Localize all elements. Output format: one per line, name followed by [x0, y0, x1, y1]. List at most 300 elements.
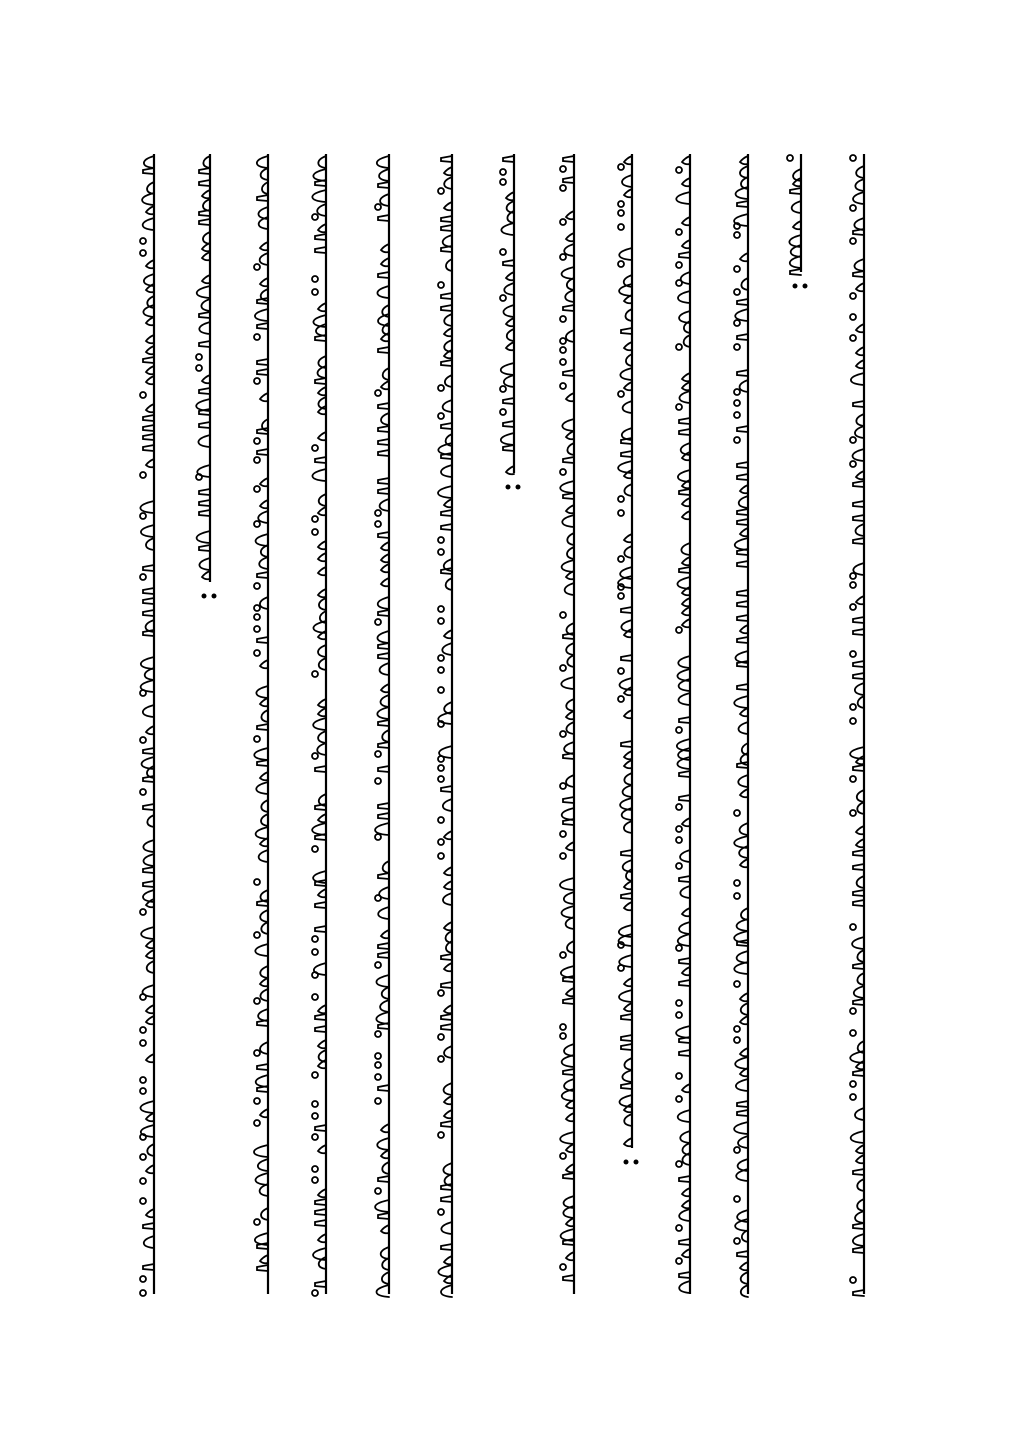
- glyph-stroke: [376, 975, 389, 987]
- glyph-stroke: [566, 571, 574, 579]
- glyph-stroke: [618, 576, 632, 588]
- glyph-stroke: [377, 286, 389, 298]
- glyph-stroke: [735, 1057, 748, 1069]
- glyph-stroke: [740, 625, 748, 633]
- glyph-stroke: [312, 1134, 318, 1140]
- glyph-stroke: [855, 179, 864, 191]
- glyph-stroke: [850, 437, 856, 443]
- glyph-stroke: [438, 606, 444, 612]
- glyph-stroke: [737, 684, 748, 690]
- glyph-stroke: [143, 985, 154, 997]
- glyph-stroke: [682, 908, 690, 916]
- glyph-stroke: [438, 1034, 444, 1040]
- glyph-stroke: [506, 192, 514, 200]
- glyph-stroke: [199, 168, 210, 174]
- glyph-stroke: [564, 742, 574, 754]
- glyph-stroke: [790, 256, 801, 268]
- glyph-stroke: [563, 1069, 574, 1075]
- glyph-stroke: [624, 534, 632, 542]
- glyph-stroke: [443, 235, 452, 247]
- glyph-stroke: [500, 179, 506, 185]
- glyph-stroke: [624, 760, 632, 768]
- glyph-stroke: [438, 655, 444, 661]
- glyph-stroke: [676, 804, 682, 810]
- glyph-stroke: [146, 335, 154, 343]
- glyph-stroke: [312, 994, 318, 1000]
- glyph-stroke: [199, 409, 210, 415]
- glyph-stroke: [443, 799, 452, 811]
- glyph-stroke: [143, 565, 154, 571]
- glyph-stroke: [260, 910, 268, 922]
- glyph-stroke: [624, 821, 632, 833]
- glyph-stroke: [140, 574, 146, 580]
- glyph-stroke: [682, 619, 690, 627]
- glyph-stroke: [740, 1068, 748, 1076]
- glyph-stroke: [315, 1209, 326, 1215]
- glyph-stroke: [735, 538, 748, 550]
- glyph-stroke: [257, 637, 268, 643]
- glyph-stroke: [318, 1040, 326, 1048]
- glyph-stroke: [682, 607, 690, 615]
- glyph-stroke: [378, 1213, 389, 1219]
- glyph-stroke: [856, 826, 864, 834]
- glyph-stroke: [254, 748, 268, 760]
- glyph-stroke: [146, 950, 154, 958]
- glyph-stroke: [734, 266, 740, 272]
- glyph-stroke: [682, 557, 690, 565]
- glyph-stroke: [624, 902, 632, 910]
- glyph-stroke: [146, 366, 154, 374]
- glyph-stroke: [315, 1014, 326, 1020]
- glyph-stroke: [679, 922, 690, 934]
- mongolian-line-8: [426, 150, 466, 1300]
- glyph-stroke: [679, 876, 690, 882]
- glyph-stroke: [375, 619, 381, 625]
- glyph-stroke: [618, 593, 624, 599]
- glyph-stroke: [682, 498, 690, 506]
- glyph-stroke: [566, 711, 574, 719]
- glyph-stroke: [566, 988, 574, 996]
- glyph-stroke: [201, 299, 210, 311]
- glyph-stroke: [146, 346, 154, 354]
- glyph-stroke: [196, 354, 202, 360]
- glyph-stroke: [378, 720, 389, 726]
- glyph-stroke: [143, 881, 154, 887]
- glyph-stroke: [378, 272, 389, 278]
- glyph-stroke: [143, 598, 154, 604]
- glyph-stroke: [734, 232, 740, 238]
- glyph-stroke: [441, 293, 452, 299]
- glyph-stroke: [681, 543, 690, 555]
- glyph-stroke: [143, 610, 154, 616]
- text-column-2: [775, 150, 815, 1300]
- glyph-stroke: [506, 318, 514, 326]
- glyph-stroke: [679, 567, 690, 573]
- glyph-stroke: [566, 393, 574, 401]
- glyph-stroke: [622, 175, 632, 187]
- glyph-stroke: [254, 1050, 260, 1056]
- glyph-stroke: [202, 275, 210, 283]
- glyph-stroke: [850, 314, 856, 320]
- glyph-stroke: [441, 216, 452, 222]
- mongolian-line-2: [775, 150, 815, 1300]
- glyph-stroke: [261, 168, 268, 180]
- glyph-stroke: [506, 466, 514, 474]
- glyph-stroke: [850, 1081, 856, 1087]
- glyph-stroke: [679, 1050, 690, 1056]
- glyph-stroke: [563, 1275, 574, 1281]
- glyph-stroke: [738, 775, 748, 787]
- glyph-stroke: [378, 403, 389, 409]
- glyph-stroke: [199, 322, 210, 334]
- glyph-stroke: [199, 510, 210, 516]
- glyph-stroke: [380, 1000, 389, 1012]
- glyph-stroke: [376, 1285, 389, 1297]
- glyph-stroke: [196, 365, 202, 371]
- glyph-stroke: [620, 368, 632, 380]
- glyph-stroke: [678, 693, 690, 705]
- glyph-stroke: [444, 1046, 452, 1058]
- glyph-stroke: [254, 626, 260, 632]
- glyph-stroke: [254, 1120, 260, 1126]
- glyph-stroke: [257, 1086, 268, 1092]
- glyph-stroke: [144, 1236, 154, 1248]
- glyph-stroke: [852, 937, 864, 949]
- glyph-stroke: [381, 1150, 389, 1158]
- glyph-stroke: [566, 1100, 574, 1108]
- glyph-stroke: [375, 1200, 389, 1212]
- glyph-stroke: [312, 1177, 318, 1183]
- glyph-stroke: [739, 496, 748, 508]
- glyph-stroke: [737, 615, 748, 621]
- glyph-stroke: [260, 278, 268, 286]
- glyph-stroke: [444, 963, 452, 971]
- glyph-stroke: [737, 951, 748, 963]
- glyph-stroke: [146, 206, 154, 214]
- glyph-stroke: [378, 803, 389, 809]
- glyph-stroke: [315, 804, 326, 810]
- glyph-stroke: [444, 1110, 452, 1118]
- glyph-stroke: [199, 341, 210, 347]
- glyph-stroke: [850, 810, 856, 816]
- glyph-stroke: [257, 724, 268, 730]
- glyph-stroke: [618, 556, 624, 562]
- glyph-stroke: [856, 283, 864, 291]
- glyph-stroke: [318, 1189, 326, 1197]
- mongolian-line-10: [300, 150, 340, 1300]
- glyph-stroke: [312, 846, 318, 852]
- glyph-stroke: [563, 305, 574, 311]
- glyph-stroke: [504, 375, 514, 387]
- glyph-stroke: [318, 303, 326, 311]
- glyph-stroke: [202, 375, 210, 383]
- glyph-stroke: [679, 429, 690, 435]
- glyph-stroke: [256, 1075, 268, 1087]
- glyph-stroke: [312, 1113, 318, 1119]
- glyph-stroke: [500, 169, 506, 175]
- glyph-stroke: [621, 741, 632, 747]
- glyph-stroke: [140, 1027, 146, 1033]
- glyph-stroke: [378, 215, 389, 221]
- glyph-stroke: [737, 1101, 748, 1107]
- text-column-10: [300, 150, 340, 1300]
- glyph-stroke: [257, 156, 268, 168]
- glyph-stroke: [381, 1247, 389, 1259]
- glyph-stroke: [144, 156, 154, 168]
- glyph-stroke: [560, 878, 574, 890]
- glyph-stroke: [853, 617, 864, 623]
- glyph-stroke: [202, 190, 210, 198]
- glyph-stroke: [254, 1098, 260, 1104]
- glyph-stroke: [850, 238, 856, 244]
- glyph-stroke: [856, 1145, 864, 1153]
- glyph-stroke: [682, 240, 690, 248]
- glyph-stroke: [618, 164, 624, 170]
- glyph-stroke: [563, 457, 574, 463]
- glyph-stroke: [444, 1083, 452, 1095]
- glyph-stroke: [254, 438, 260, 444]
- text-column-8: [426, 150, 466, 1300]
- glyph-stroke: [740, 380, 748, 392]
- glyph-stroke: [856, 524, 864, 536]
- glyph-stroke: [677, 757, 690, 769]
- glyph-stroke: [563, 976, 574, 982]
- glyph-stroke: [566, 1164, 574, 1172]
- glyph-stroke: [378, 478, 389, 484]
- glyph-stroke: [734, 1147, 740, 1153]
- glyph-stroke: [740, 1016, 748, 1024]
- glyph-stroke: [790, 188, 801, 194]
- glyph-stroke: [504, 283, 514, 295]
- glyph-stroke: [680, 1131, 690, 1143]
- glyph-stroke: [375, 962, 381, 968]
- punctuation-mark: [516, 485, 521, 490]
- glyph-stroke: [315, 457, 326, 463]
- glyph-stroke: [618, 201, 624, 207]
- glyph-stroke: [561, 677, 574, 689]
- glyph-stroke: [254, 334, 260, 340]
- glyph-stroke: [441, 1222, 452, 1234]
- glyph-stroke: [560, 612, 566, 618]
- glyph-stroke: [857, 876, 864, 888]
- glyph-stroke: [676, 1096, 682, 1102]
- glyph-stroke: [624, 484, 632, 496]
- glyph-stroke: [256, 827, 268, 839]
- glyph-stroke: [503, 445, 514, 451]
- glyph-stroke: [260, 966, 268, 978]
- glyph-stroke: [676, 826, 682, 832]
- glyph-stroke: [438, 756, 444, 762]
- glyph-stroke: [853, 890, 864, 896]
- glyph-stroke: [855, 1108, 864, 1120]
- glyph-stroke: [375, 521, 381, 527]
- glyph-stroke: [850, 718, 856, 724]
- glyph-stroke: [621, 1035, 632, 1041]
- glyph-stroke: [140, 994, 146, 1000]
- glyph-stroke: [853, 401, 864, 407]
- glyph-stroke: [503, 156, 514, 162]
- glyph-stroke: [199, 388, 210, 394]
- glyph-stroke: [254, 378, 260, 384]
- glyph-stroke: [315, 766, 326, 772]
- glyph-stroke: [737, 474, 748, 480]
- glyph-stroke: [621, 1014, 632, 1020]
- glyph-stroke: [378, 766, 389, 772]
- glyph-stroke: [146, 726, 154, 734]
- glyph-stroke: [438, 853, 444, 859]
- glyph-stroke: [619, 248, 632, 260]
- glyph-stroke: [377, 631, 389, 643]
- glyph-stroke: [740, 1262, 748, 1270]
- glyph-stroke: [624, 881, 632, 889]
- glyph-stroke: [140, 501, 154, 513]
- glyph-stroke: [375, 390, 381, 396]
- glyph-stroke: [856, 471, 864, 479]
- glyph-stroke: [679, 717, 690, 723]
- glyph-stroke: [318, 645, 326, 657]
- glyph-stroke: [441, 1024, 452, 1030]
- glyph-stroke: [624, 1003, 632, 1011]
- glyph-stroke: [560, 338, 566, 344]
- glyph-stroke: [560, 783, 566, 789]
- glyph-stroke: [740, 253, 748, 261]
- glyph-stroke: [441, 246, 452, 252]
- glyph-stroke: [140, 1198, 146, 1204]
- glyph-stroke: [438, 618, 444, 624]
- glyph-stroke: [143, 168, 154, 174]
- glyph-stroke: [260, 242, 268, 250]
- glyph-stroke: [624, 1138, 632, 1146]
- glyph-stroke: [624, 1114, 632, 1126]
- glyph-stroke: [682, 382, 690, 390]
- glyph-stroke: [566, 1113, 574, 1121]
- glyph-stroke: [381, 578, 389, 586]
- glyph-stroke: [257, 900, 268, 906]
- glyph-stroke: [441, 423, 452, 429]
- glyph-stroke: [199, 500, 210, 506]
- glyph-stroke: [737, 1110, 748, 1116]
- glyph-stroke: [438, 667, 444, 673]
- glyph-stroke: [850, 651, 856, 657]
- glyph-stroke: [143, 840, 154, 852]
- glyph-stroke: [143, 705, 154, 717]
- glyph-stroke: [560, 383, 566, 389]
- glyph-stroke: [140, 909, 146, 915]
- glyph-stroke: [318, 387, 326, 395]
- glyph-stroke: [438, 817, 444, 823]
- glyph-stroke: [443, 1163, 452, 1175]
- glyph-stroke: [501, 223, 514, 235]
- glyph-stroke: [257, 359, 268, 365]
- glyph-stroke: [441, 786, 452, 792]
- glyph-stroke: [260, 660, 268, 668]
- glyph-stroke: [740, 823, 748, 835]
- glyph-stroke: [141, 657, 154, 669]
- glyph-stroke: [566, 211, 574, 219]
- glyph-stroke: [737, 601, 748, 607]
- glyph-stroke: [143, 588, 154, 594]
- glyph-stroke: [621, 607, 632, 613]
- glyph-stroke: [379, 169, 389, 181]
- glyph-stroke: [315, 335, 326, 341]
- glyph-stroke: [312, 190, 326, 202]
- glyph-stroke: [503, 421, 514, 427]
- glyph-stroke: [856, 166, 864, 178]
- glyph-stroke: [679, 1209, 690, 1221]
- glyph-stroke: [438, 839, 444, 845]
- glyph-stroke: [560, 219, 566, 225]
- glyph-stroke: [444, 922, 452, 930]
- glyph-stroke: [146, 376, 154, 384]
- glyph-stroke: [378, 1176, 389, 1182]
- glyph-stroke: [500, 409, 506, 415]
- glyph-stroke: [621, 850, 632, 856]
- glyph-stroke: [441, 982, 452, 988]
- glyph-stroke: [260, 772, 268, 780]
- glyph-stroke: [562, 560, 574, 572]
- text-column-4: [664, 150, 704, 1300]
- glyph-stroke: [313, 718, 326, 730]
- glyph-stroke: [676, 404, 682, 410]
- glyph-stroke: [257, 1243, 268, 1249]
- glyph-stroke: [381, 554, 389, 562]
- glyph-stroke: [318, 432, 326, 440]
- glyph-stroke: [375, 778, 381, 784]
- glyph-stroke: [199, 210, 210, 216]
- glyph-stroke: [736, 1079, 748, 1091]
- glyph-stroke: [378, 873, 389, 879]
- glyph-stroke: [679, 1239, 690, 1245]
- text-column-9: [363, 150, 403, 1300]
- mongolian-line-12: [184, 150, 224, 1300]
- glyph-stroke: [141, 927, 154, 939]
- glyph-stroke: [256, 686, 268, 698]
- glyph-stroke: [787, 155, 793, 161]
- glyph-stroke: [257, 195, 268, 201]
- glyph-stroke: [317, 743, 326, 755]
- glyph-stroke: [740, 708, 748, 716]
- glyph-stroke: [438, 1132, 444, 1138]
- glyph-stroke: [855, 683, 864, 695]
- glyph-stroke: [438, 537, 444, 543]
- glyph-stroke: [312, 516, 318, 522]
- glyph-stroke: [563, 1173, 574, 1179]
- glyph-stroke: [850, 461, 856, 467]
- glyph-stroke: [734, 1037, 740, 1043]
- glyph-stroke: [624, 382, 632, 390]
- mongolian-line-5: [606, 150, 646, 1300]
- glyph-stroke: [678, 1110, 690, 1122]
- glyph-stroke: [618, 584, 624, 590]
- glyph-stroke: [442, 643, 452, 655]
- glyph-stroke: [312, 469, 326, 481]
- glyph-stroke: [734, 1122, 748, 1134]
- glyph-stroke: [854, 259, 864, 271]
- glyph-stroke: [380, 499, 389, 511]
- glyph-stroke: [564, 892, 574, 904]
- glyph-stroke: [140, 1101, 154, 1113]
- glyph-stroke: [444, 1096, 452, 1104]
- glyph-stroke: [624, 1058, 632, 1070]
- glyph-stroke: [679, 1272, 690, 1278]
- glyph-stroke: [438, 549, 444, 555]
- text-column-1: [838, 150, 878, 1300]
- glyph-stroke: [506, 272, 514, 280]
- glyph-stroke: [140, 1040, 146, 1046]
- glyph-stroke: [740, 993, 748, 1001]
- glyph-stroke: [260, 978, 268, 986]
- glyph-stroke: [850, 1094, 856, 1100]
